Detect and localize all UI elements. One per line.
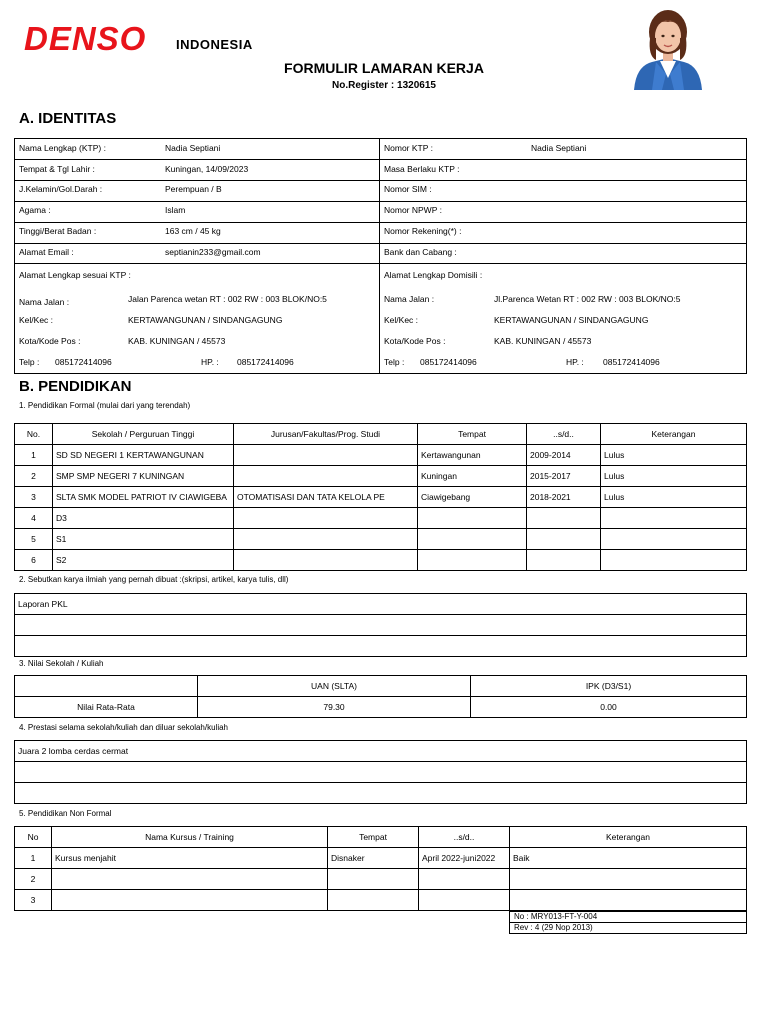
identitas-divider <box>379 139 380 373</box>
table-row <box>15 741 747 762</box>
table-cell: Laporan PKL <box>15 594 747 615</box>
non-formal-table <box>14 826 747 911</box>
address-domisili-kel-label: Kel/Kec : <box>384 315 419 325</box>
field-value: septianin233@gmail.com <box>165 247 261 257</box>
table-cell: Lulus <box>601 466 747 487</box>
field-value: 163 cm / 45 kg <box>165 226 221 236</box>
table-cell: Disnaker <box>328 848 419 869</box>
row-line <box>15 263 746 264</box>
table-row <box>15 594 747 615</box>
document-revision: Rev : 4 (29 Nop 2013) <box>514 923 593 932</box>
column-header: ..s/d.. <box>419 827 510 848</box>
field-label: J.Kelamin/Gol.Darah : <box>19 184 103 194</box>
field-label: Nomor KTP : <box>384 143 433 153</box>
column-header: Keterangan <box>510 827 747 848</box>
table-cell <box>601 529 747 550</box>
table-cell: 6 <box>15 550 53 571</box>
table-cell <box>15 762 747 783</box>
table-cell <box>52 869 328 890</box>
table-cell <box>234 466 418 487</box>
column-header: No. <box>15 424 53 445</box>
table-row <box>15 636 747 657</box>
address-ktp-title: Alamat Lengkap sesuai KTP : <box>19 270 131 280</box>
column-header: UAN (SLTA) <box>198 676 471 697</box>
table-cell: SD SD NEGERI 1 KERTAWANGUNAN <box>53 445 234 466</box>
address-ktp-kel: KERTAWANGUNAN / SINDANGAGUNG <box>128 315 283 325</box>
table-cell <box>52 890 328 911</box>
table-row <box>15 697 747 718</box>
address-ktp-phone: 085172414096 <box>55 357 112 367</box>
table-cell <box>418 508 527 529</box>
field-label: Bank dan Cabang : <box>384 247 457 257</box>
grades-label: 3. Nilai Sekolah / Kuliah <box>19 659 104 668</box>
address-ktp-street-label: Nama Jalan : <box>19 297 70 307</box>
address-domisili-city-label: Kota/Kode Pos : <box>384 336 446 346</box>
table-cell: 2009-2014 <box>527 445 601 466</box>
table-cell: 1 <box>15 445 53 466</box>
formal-education-table <box>14 423 747 571</box>
address-domisili-city: KAB. KUNINGAN / 45573 <box>494 336 592 346</box>
field-value: Nadia Septiani <box>531 143 587 153</box>
table-cell <box>15 615 747 636</box>
table-row <box>15 848 747 869</box>
table-cell: SLTA SMK MODEL PATRIOT IV CIAWIGEBA <box>53 487 234 508</box>
table-cell <box>234 445 418 466</box>
table-cell: Baik <box>510 848 747 869</box>
field-label: Alamat Email : <box>19 247 74 257</box>
table-cell: 2 <box>15 466 53 487</box>
table-cell: 79.30 <box>198 697 471 718</box>
scientific-work-label: 2. Sebutkan karya ilmiah yang pernah dibuat :(skripsi, artikel, karya tulis, dll) <box>19 575 289 584</box>
document-code-box <box>509 911 747 934</box>
denso-logo <box>24 20 146 58</box>
address-ktp-kel-label: Kel/Kec : <box>19 315 54 325</box>
field-label: Nomor NPWP : <box>384 205 442 215</box>
address-domisili-hp-label: HP. : <box>566 357 584 367</box>
table-row <box>15 466 747 487</box>
table-header-row <box>15 424 747 445</box>
table-cell: Nilai Rata-Rata <box>15 697 198 718</box>
table-row <box>15 550 747 571</box>
brand-name: DENSO <box>24 20 147 57</box>
table-cell: S2 <box>53 550 234 571</box>
form-title: FORMULIR LAMARAN KERJA <box>284 60 484 76</box>
column-header: Nama Kursus / Training <box>52 827 328 848</box>
column-header <box>15 676 198 697</box>
field-label: Nomor SIM : <box>384 184 432 194</box>
non-formal-label: 5. Pendidikan Non Formal <box>19 809 112 818</box>
field-value: Perempuan / B <box>165 184 222 194</box>
section-identitas-heading: A. IDENTITAS <box>19 110 117 127</box>
table-row <box>15 508 747 529</box>
table-cell <box>601 508 747 529</box>
identitas-box <box>14 138 747 374</box>
table-cell <box>234 508 418 529</box>
row-line <box>15 243 746 244</box>
table-cell: 2018-2021 <box>527 487 601 508</box>
table-row <box>15 890 747 911</box>
table-cell: 2 <box>15 869 52 890</box>
table-cell: OTOMATISASI DAN TATA KELOLA PE <box>234 487 418 508</box>
table-cell <box>527 550 601 571</box>
field-label: Masa Berlaku KTP : <box>384 164 460 174</box>
column-header: Tempat <box>328 827 419 848</box>
table-cell: April 2022-juni2022 <box>419 848 510 869</box>
table-row <box>15 869 747 890</box>
address-ktp-hp-label: HP. : <box>201 357 219 367</box>
address-ktp-city: KAB. KUNINGAN / 45573 <box>128 336 226 346</box>
row-line <box>15 159 746 160</box>
field-label: Nomor Rekening(*) : <box>384 226 462 236</box>
table-cell <box>328 869 419 890</box>
table-cell: 3 <box>15 487 53 508</box>
scientific-work-table <box>14 593 747 657</box>
address-domisili-phone-label: Telp : <box>384 357 405 367</box>
row-line <box>15 201 746 202</box>
column-header: Sekolah / Perguruan Tinggi <box>53 424 234 445</box>
table-cell: 3 <box>15 890 52 911</box>
document-number: No : MRY013-FT-Y-004 <box>514 912 598 921</box>
address-domisili-street-label: Nama Jalan : <box>384 294 435 304</box>
table-row <box>15 615 747 636</box>
table-cell: Kursus menjahit <box>52 848 328 869</box>
field-value: Islam <box>165 205 186 215</box>
section-pendidikan-heading: B. PENDIDIKAN <box>19 378 132 395</box>
field-label: Tinggi/Berat Badan : <box>19 226 97 236</box>
table-cell: 1 <box>15 848 52 869</box>
address-ktp-hp: 085172414096 <box>237 357 294 367</box>
column-header: IPK (D3/S1) <box>471 676 747 697</box>
row-line <box>15 180 746 181</box>
table-cell: Ciawigebang <box>418 487 527 508</box>
table-cell <box>527 529 601 550</box>
register-number: No.Register : 1320615 <box>332 80 436 91</box>
table-cell: Kertawangunan <box>418 445 527 466</box>
field-label: Tempat & Tgl Lahir : <box>19 164 95 174</box>
table-cell: 2015-2017 <box>527 466 601 487</box>
table-row <box>15 783 747 804</box>
table-cell <box>601 550 747 571</box>
table-cell <box>234 550 418 571</box>
table-cell: 5 <box>15 529 53 550</box>
table-row <box>15 487 747 508</box>
table-cell: D3 <box>53 508 234 529</box>
achievements-table <box>14 740 747 804</box>
column-header: Tempat <box>418 424 527 445</box>
table-cell <box>510 869 747 890</box>
table-cell: 0.00 <box>471 697 747 718</box>
table-header-row <box>15 827 747 848</box>
address-domisili-street: Jl.Parenca Wetan RT : 002 RW : 003 BLOK/NO:5 <box>494 294 681 304</box>
table-cell: Kuningan <box>418 466 527 487</box>
grades-table <box>14 675 747 718</box>
column-header: No <box>15 827 52 848</box>
field-value: Nadia Septiani <box>165 143 221 153</box>
formal-education-label: 1. Pendidikan Formal (mulai dari yang terendah) <box>19 401 191 410</box>
address-domisili-kel: KERTAWANGUNAN / SINDANGAGUNG <box>494 315 649 325</box>
table-cell: Lulus <box>601 487 747 508</box>
field-label: Nama Lengkap (KTP) : <box>19 143 106 153</box>
address-domisili-title: Alamat Lengkap Domisili : <box>384 270 483 280</box>
table-cell: S1 <box>53 529 234 550</box>
column-header: Keterangan <box>601 424 747 445</box>
avatar-icon <box>630 4 706 90</box>
table-cell: Juara 2 lomba cerdas cermat <box>15 741 747 762</box>
table-cell <box>15 636 747 657</box>
table-cell <box>419 869 510 890</box>
table-cell: Lulus <box>601 445 747 466</box>
column-header: ..s/d.. <box>527 424 601 445</box>
achievements-label: 4. Prestasi selama sekolah/kuliah dan diluar sekolah/kuliah <box>19 723 229 732</box>
table-row <box>15 529 747 550</box>
address-ktp-phone-label: Telp : <box>19 357 40 367</box>
table-cell <box>418 550 527 571</box>
field-value: Kuningan, 14/09/2023 <box>165 164 249 174</box>
table-cell <box>527 508 601 529</box>
table-cell <box>15 783 747 804</box>
address-domisili-phone: 085172414096 <box>420 357 477 367</box>
table-cell <box>418 529 527 550</box>
address-ktp-street: Jalan Parenca wetan RT : 002 RW : 003 BLOK/NO:5 <box>128 294 327 304</box>
table-cell <box>328 890 419 911</box>
table-row <box>15 762 747 783</box>
table-cell: 4 <box>15 508 53 529</box>
table-cell <box>510 890 747 911</box>
address-domisili-hp: 085172414096 <box>603 357 660 367</box>
field-label: Agama : <box>19 205 51 215</box>
row-line <box>15 222 746 223</box>
brand-subtitle: INDONESIA <box>176 37 253 52</box>
table-row <box>15 445 747 466</box>
address-ktp-city-label: Kota/Kode Pos : <box>19 336 81 346</box>
table-cell: SMP SMP NEGERI 7 KUNINGAN <box>53 466 234 487</box>
table-cell <box>234 529 418 550</box>
table-header-row <box>15 676 747 697</box>
table-cell <box>419 890 510 911</box>
column-header: Jurusan/Fakultas/Prog. Studi <box>234 424 418 445</box>
